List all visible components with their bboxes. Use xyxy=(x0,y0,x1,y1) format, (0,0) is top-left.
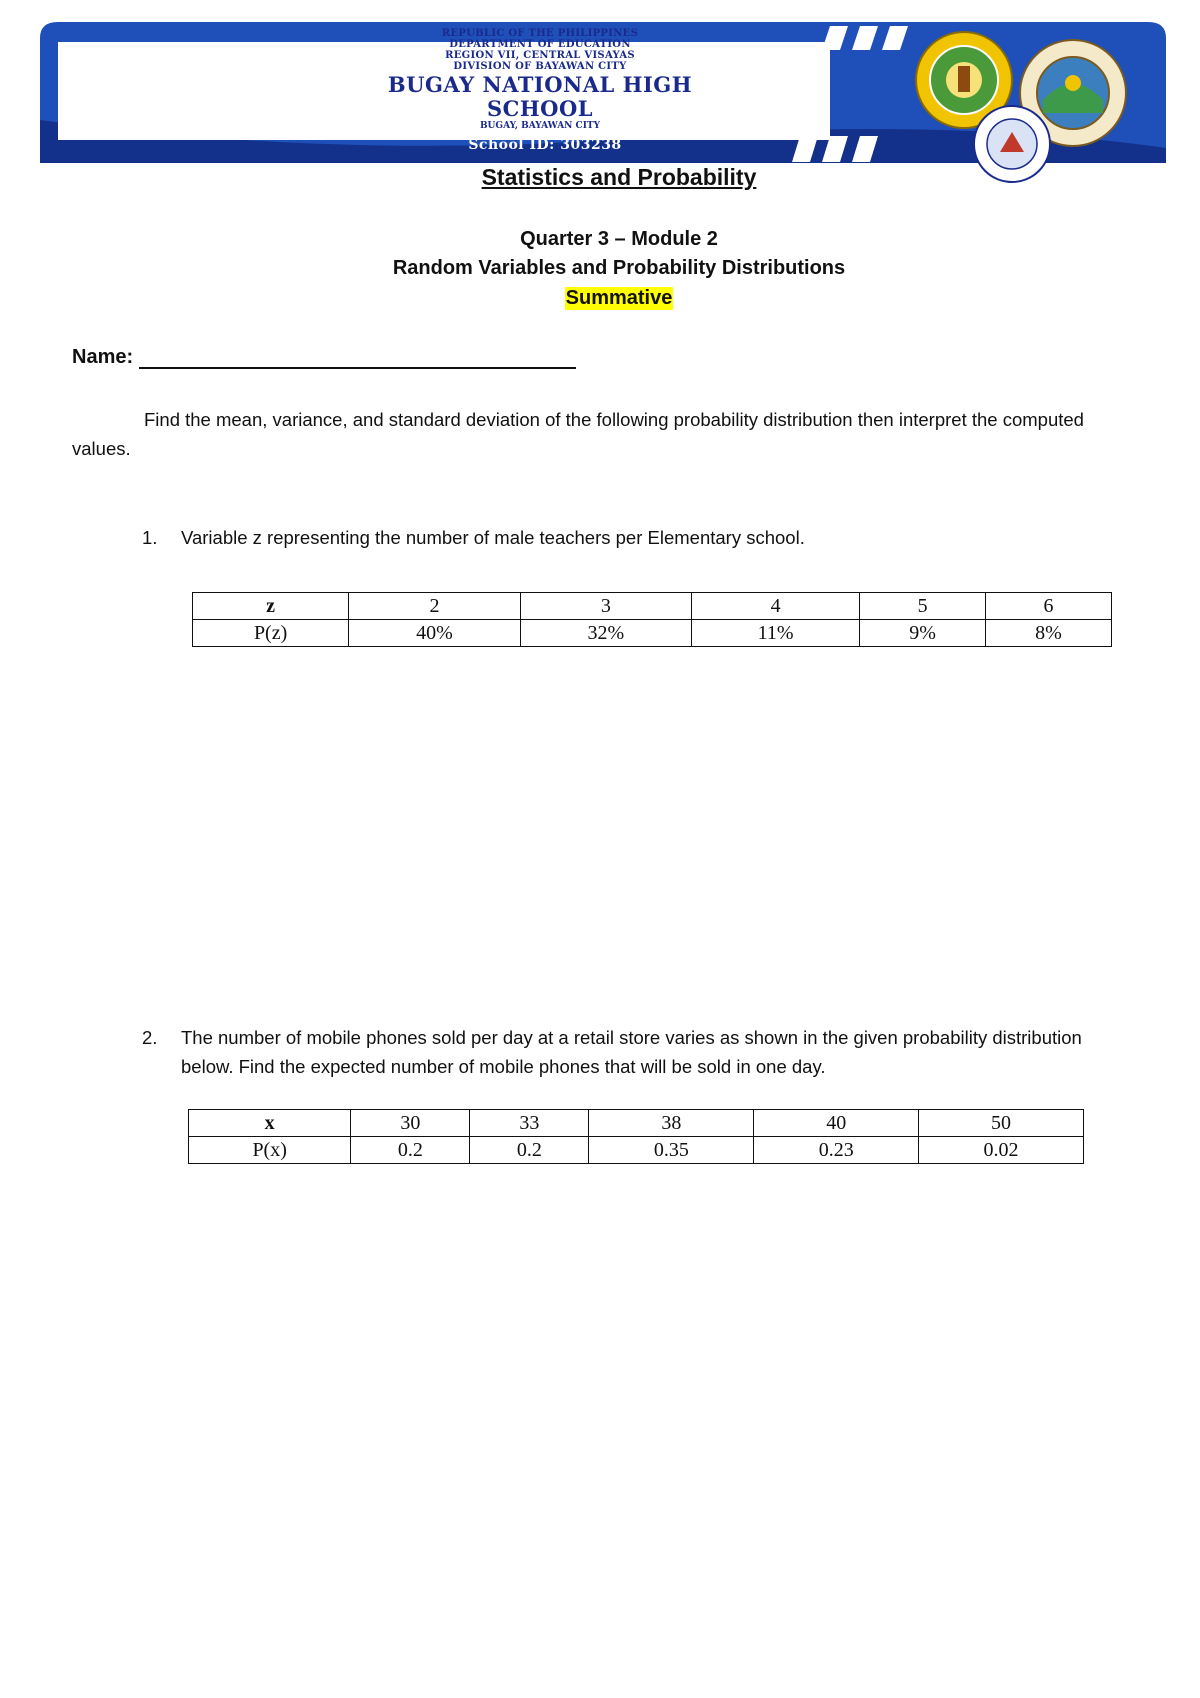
module-title: Random Variables and Probability Distributions xyxy=(392,257,846,279)
table-cell: 30 xyxy=(351,1110,470,1137)
table-cell: 4 xyxy=(692,593,860,620)
page-title: Statistics and Probability xyxy=(481,164,757,190)
table-cell: 0.02 xyxy=(919,1137,1084,1164)
table-cell: 40% xyxy=(349,620,520,647)
problem-2 xyxy=(142,1023,1082,1081)
table-cell: P(z) xyxy=(193,620,349,647)
table-cell: 33 xyxy=(470,1110,589,1137)
distribution-table-x xyxy=(188,1109,1084,1164)
problem-text: Variable z representing the number of male teachers per Elementary school. xyxy=(181,527,805,548)
name-label: Name: xyxy=(72,346,134,368)
problem-number: 1. xyxy=(142,527,158,548)
table-cell: 5 xyxy=(860,593,986,620)
table-cell: z xyxy=(193,593,349,620)
assessment-type: Summative xyxy=(565,287,673,309)
assessment-type-wrapper xyxy=(0,287,1200,310)
header-line: REGION VII, CENTRAL VISAYAS xyxy=(445,50,635,61)
table-cell: 38 xyxy=(589,1110,754,1137)
table-cell: 6 xyxy=(986,593,1112,620)
table-cell: 40 xyxy=(754,1110,919,1137)
table-cell: 11% xyxy=(692,620,860,647)
table-row xyxy=(189,1110,1084,1137)
table-cell: 0.2 xyxy=(351,1137,470,1164)
table-cell: 50 xyxy=(919,1110,1084,1137)
name-blank[interactable] xyxy=(139,347,576,369)
school-name: BUGAY NATIONAL HIGH SCHOOL xyxy=(387,72,693,121)
quarter-module: Quarter 3 – Module 2 xyxy=(520,228,718,250)
header-line: DIVISION OF BAYAWAN CITY xyxy=(453,61,627,72)
table-cell: 0.35 xyxy=(589,1137,754,1164)
instructions: Find the mean, variance, and standard deviation of the following probability distribution then interpret the computed values. xyxy=(72,409,1084,459)
table-cell: x xyxy=(189,1110,351,1137)
problem-number: 2. xyxy=(142,1027,158,1048)
problem-1 xyxy=(142,523,1082,552)
table-cell: 0.2 xyxy=(470,1137,589,1164)
table-row xyxy=(189,1137,1084,1164)
distribution-table-z xyxy=(192,592,1112,647)
header-line: DEPARTMENT OF EDUCATION xyxy=(449,39,631,50)
table-cell: 9% xyxy=(860,620,986,647)
table-cell: 8% xyxy=(986,620,1112,647)
name-row xyxy=(72,346,576,369)
table-cell: 32% xyxy=(520,620,691,647)
table-row xyxy=(193,620,1112,647)
school-location: BUGAY, BAYAWAN CITY xyxy=(479,121,601,131)
table-cell: 3 xyxy=(520,593,691,620)
header-line: REPUBLIC OF THE PHILIPPINES xyxy=(441,28,639,39)
table-cell: P(x) xyxy=(189,1137,351,1164)
table-cell: 0.23 xyxy=(754,1137,919,1164)
table-cell: 2 xyxy=(349,593,520,620)
problem-text: The number of mobile phones sold per day at a retail store varies as shown in the given probability distribution below. Find the expected number of mobile phones that will be sold in one day. xyxy=(181,1027,1082,1077)
table-row xyxy=(193,593,1112,620)
school-id: School ID: 303238 xyxy=(468,137,622,153)
